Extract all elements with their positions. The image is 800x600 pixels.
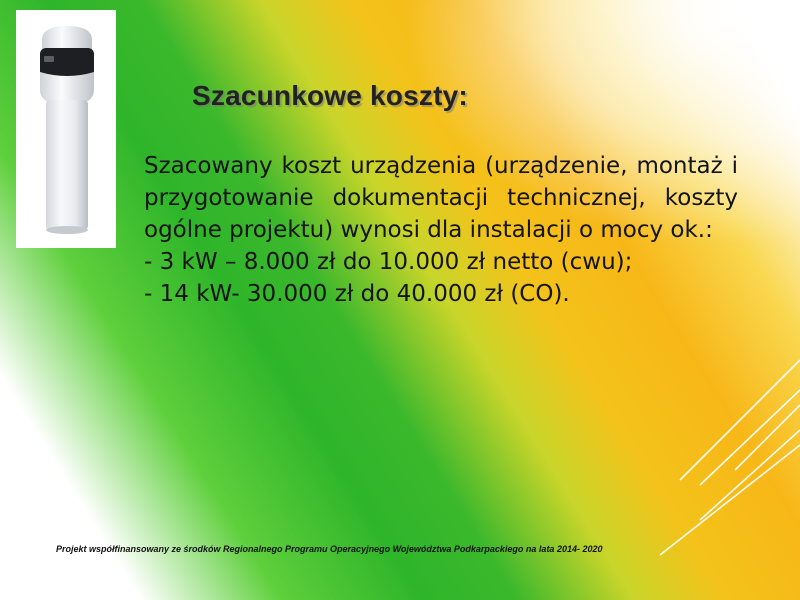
- cost-description: [144, 150, 738, 310]
- cost-paragraph: Szacowany koszt urządzenia (urządzenie, montaż i przygotowanie dokumentacji technicznej, koszty ogólne projektu) wynosi dla instalacji o mocy ok.:: [144, 153, 738, 243]
- cost-item-cwu: - 3 kW – 8.000 zł do 10.000 zł netto (cwu);: [144, 249, 633, 275]
- slide-title: Szacunkowe koszty:: [192, 80, 468, 111]
- heat-pump-water-heater-icon: [34, 20, 100, 240]
- device-photo-frame: [16, 10, 116, 248]
- funding-footer: Projekt współfinansowany ze środków Regionalnego Programu Operacyjnego Województwa Podkarpackiego na lata 2014- 2020: [56, 544, 603, 554]
- cost-item-co: - 14 kW- 30.000 zł do 40.000 zł (CO).: [144, 281, 570, 307]
